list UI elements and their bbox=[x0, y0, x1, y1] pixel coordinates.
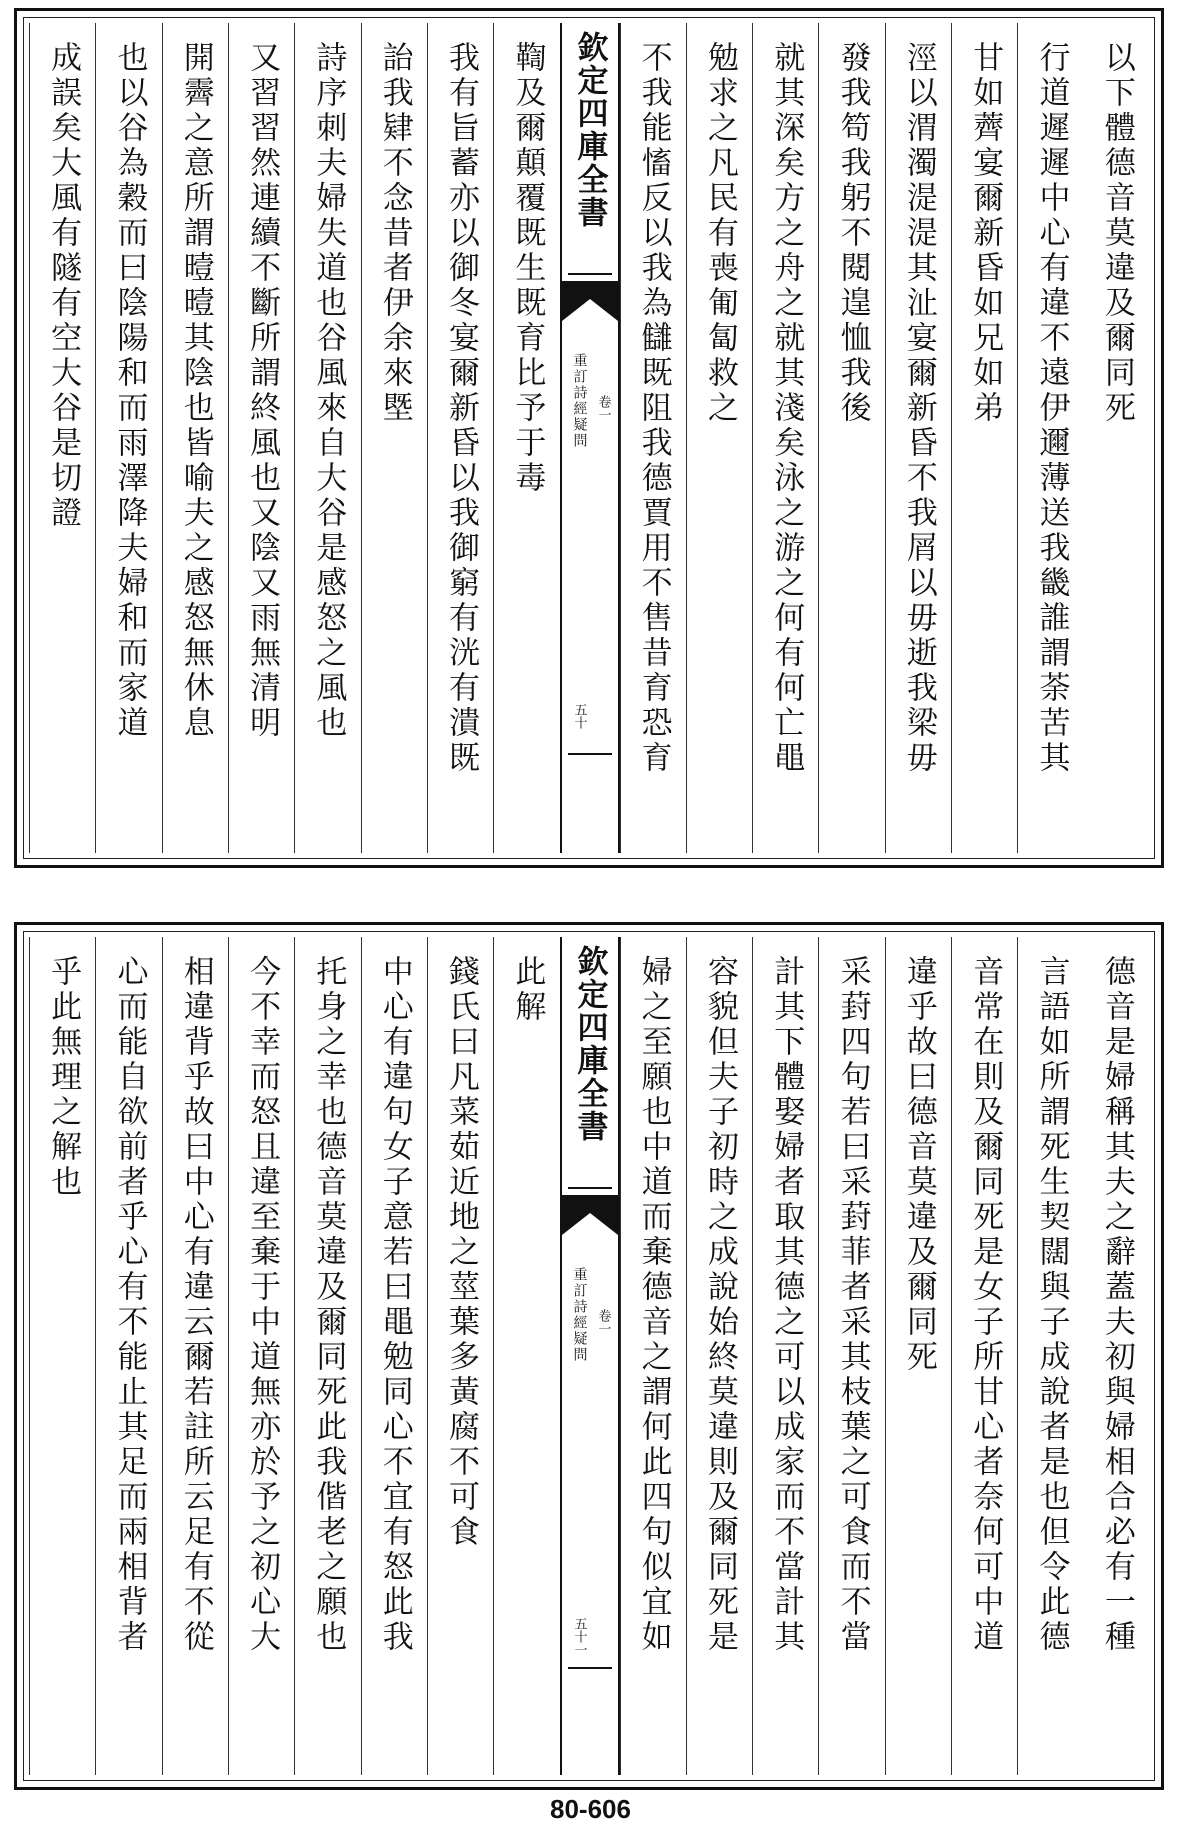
header-title: 欽定四庫全書 bbox=[571, 31, 608, 229]
text-column: 相違背乎故曰中心有違云爾若註所云足有不從 bbox=[162, 937, 228, 1775]
text-column: 開霽之意所謂曀曀其陰也皆喻夫之感怒無休息 bbox=[162, 23, 228, 853]
text-column: 不我能慉反以我為讎既阻我德賈用不售昔育恐育 bbox=[620, 23, 686, 853]
text-column: 又習習然連續不斷所謂終風也又陰又雨無清明 bbox=[228, 23, 294, 853]
text-columns-upper bbox=[29, 23, 1149, 853]
text-column: 今不幸而怒且違至棄于中道無亦於予之初心大 bbox=[228, 937, 294, 1775]
volume-label: 卷一 bbox=[595, 395, 611, 421]
page-center-strip bbox=[560, 937, 620, 1775]
scan-page-number: 80-606 bbox=[550, 1794, 631, 1824]
text-column: 鞫及爾顛覆既生既育比予于毒 bbox=[493, 23, 559, 853]
text-column: 我有旨蓄亦以御冬宴爾新昏以我御窮有洸有潰既 bbox=[427, 23, 493, 853]
text-column: 德音是婦稱其夫之辭蓋夫初與婦相合必有一種 bbox=[1098, 955, 1135, 1655]
text-column: 計其下體娶婦者取其德之可以成家而不當計其 bbox=[752, 937, 818, 1775]
page-upper bbox=[14, 8, 1164, 868]
text-column: 托身之幸也德音莫違及爾同死此我偕老之願也 bbox=[294, 937, 360, 1775]
divider bbox=[568, 1667, 612, 1669]
text-columns-lower bbox=[29, 937, 1149, 1775]
text-column: 發我笱我躬不閱遑恤我後 bbox=[818, 23, 884, 853]
divider bbox=[568, 273, 612, 275]
text-column: 容貌但夫子初時之成說始終莫違則及爾同死是 bbox=[686, 937, 752, 1775]
text-column: 采葑四句若曰采葑菲者采其枝葉之可食而不當 bbox=[818, 937, 884, 1775]
divider bbox=[568, 753, 612, 755]
text-column: 婦之至願也中道而棄德音之謂何此四句似宜如 bbox=[620, 937, 686, 1775]
volume-label: 卷一 bbox=[595, 1309, 611, 1335]
text-column: 乎此無理之解也 bbox=[29, 937, 95, 1775]
text-column: 甘如薺宴爾新昏如兄如弟 bbox=[951, 23, 1017, 853]
fishtail-mark-icon bbox=[562, 1195, 618, 1235]
text-column: 錢氏曰凡菜茹近地之莖葉多黃腐不可食 bbox=[427, 937, 493, 1775]
text-column: 言語如所謂死生契闊與子成說者是也但令此德 bbox=[1017, 937, 1083, 1775]
text-column: 中心有違句女子意若曰黽勉同心不宜有怒此我 bbox=[361, 937, 427, 1775]
text-column: 違乎故曰德音莫違及爾同死 bbox=[885, 937, 951, 1775]
text-column: 此解 bbox=[493, 937, 559, 1775]
page-center-strip bbox=[560, 23, 620, 853]
fishtail-mark-icon bbox=[562, 281, 618, 321]
text-column: 勉求之凡民有喪匍匐救之 bbox=[686, 23, 752, 853]
text-column: 詒我肄不念昔者伊余來塈 bbox=[361, 23, 427, 853]
page-lower bbox=[14, 922, 1164, 1790]
divider bbox=[568, 1187, 612, 1189]
text-column: 以下體德音莫違及爾同死 bbox=[1098, 41, 1135, 426]
text-column: 涇以渭濁湜湜其沚宴爾新昏不我屑以毋逝我梁毋 bbox=[885, 23, 951, 853]
text-column: 詩序刺夫婦失道也谷風來自大谷是感怒之風也 bbox=[294, 23, 360, 853]
page-number: 五十一 bbox=[571, 1617, 587, 1656]
header-title: 欽定四庫全書 bbox=[571, 945, 608, 1143]
text-column: 成誤矣大風有隧有空大谷是切證 bbox=[29, 23, 95, 853]
text-column: 音常在則及爾同死是女子所甘心者奈何可中道 bbox=[951, 937, 1017, 1775]
page-number: 五十 bbox=[571, 703, 587, 729]
text-column: 心而能自欲前者乎心有不能止其足而兩相背者 bbox=[95, 937, 161, 1775]
text-column: 行道遲遲中心有違不遠伊邇薄送我畿誰謂荼苦其 bbox=[1017, 23, 1083, 853]
text-column: 也以谷為穀而曰陰陽和而雨澤降夫婦和而家道 bbox=[95, 23, 161, 853]
book-title: 重訂詩經疑問 bbox=[571, 1267, 588, 1363]
text-column: 就其深矣方之舟之就其淺矣泳之游之何有何亡黽 bbox=[752, 23, 818, 853]
book-title: 重訂詩經疑問 bbox=[571, 353, 588, 449]
